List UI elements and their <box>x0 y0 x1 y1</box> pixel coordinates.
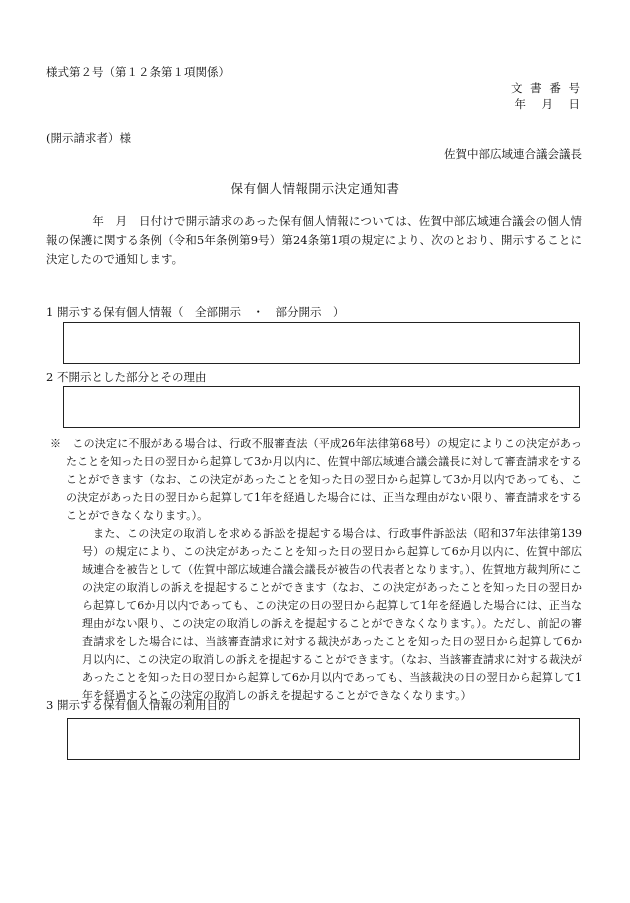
document-title: 保有個人情報開示決定通知書 <box>230 181 400 196</box>
section-3-heading: 3 開示する保有個人情報の利用目的 <box>46 698 230 712</box>
appeal-notice-paragraph-2: また、この決定の取消しを求める訴訟を提起する場合は、行政事件訴訟法（昭和37年法律第139号）の規定により、この決定があったことを知った日の翌日から起算して6か月以内に、佐賀中部広域連合を被告として（佐賀中部広域連合議会議長が被告の代表者となります。）、佐賀地方裁判所にこの決定の取消しの訴えを提起することができます（なお、この決定があったことを知った日の翌日から起算して6か月以内であっても、この決定の日の翌日から起算して1年を経過した場合には、正当な理由がない限り、この決定の取消しの訴えを提起することができなくなります。）。ただし、前記の審査請求をした場合には、当該審査請求に対する裁決があったことを知った日の翌日から起算して6か月以内に、この決定の取消しの訴えを提起することができます。（なお、当該審査請求に対する裁決があったことを知った日の翌日から起算して6か月以内であっても、当該裁決の日の翌日から起算して1年を経過するとこの決定の取消しの訴えを提起することができなくなります。） <box>82 527 582 702</box>
section-1-field[interactable] <box>63 322 580 364</box>
appeal-notice-paragraph-1: ※ この決定に不服がある場合は、行政不服審査法（平成26年法律第68号）の規定によりこの決定があったことを知った日の翌日から起算して3か月以内に、佐賀中部広域連合議会議長に対して審査請求をすることができます（なお、この決定があったことを知った日の翌日から起算して3か月以内であっても、この決定があった日の翌日から起算して1年を経過した場合には、正当な理由がない限り、審査請求をすることができなくなります。）。 <box>50 437 582 522</box>
document-number-label: 文 書 番 号 <box>511 81 582 95</box>
addressee: (開示請求者）様 <box>46 131 131 145</box>
date-label: 年 月 日 <box>514 97 582 111</box>
section-2-heading: 2 不開示とした部分とその理由 <box>46 370 207 384</box>
body-paragraph: 年 月 日付けで開示請求のあった保有個人情報については、佐賀中部広域連合議会の個人情報の保護に関する条例（令和5年条例第9号）第24条第1項の規定により、次のとおり、開示することに決定したので通知します。 <box>46 214 582 266</box>
form-label: 様式第２号（第１２条第１項関係） <box>46 65 230 79</box>
section-2-field[interactable] <box>63 386 580 428</box>
appeal-notice <box>50 435 582 705</box>
sender: 佐賀中部広域連合議会議長 <box>444 147 582 161</box>
section-3-field[interactable] <box>67 718 580 760</box>
section-1-heading: 1 開示する保有個人情報（ 全部開示 ・ 部分開示 ） <box>46 305 345 319</box>
